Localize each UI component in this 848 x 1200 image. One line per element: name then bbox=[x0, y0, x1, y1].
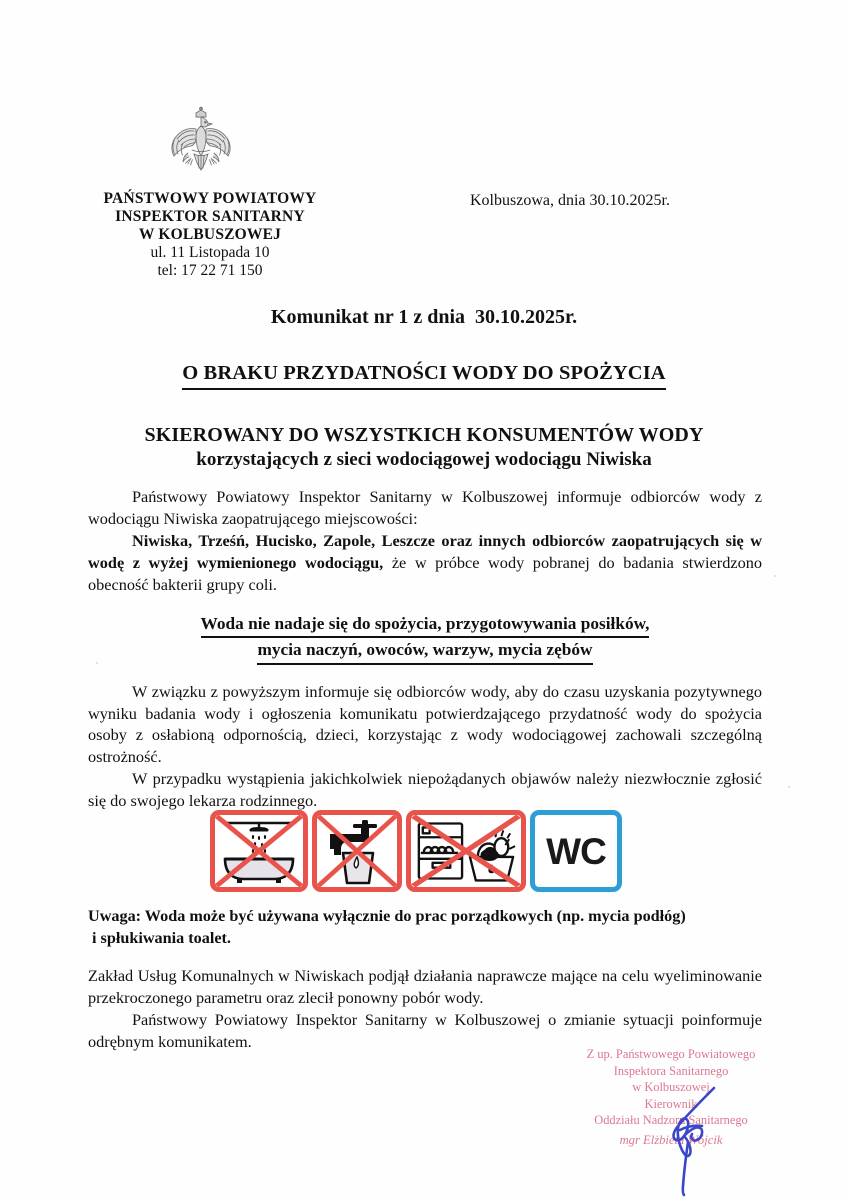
pictogram-toilet-allowed bbox=[530, 810, 622, 892]
notice-uwaga bbox=[88, 905, 762, 949]
scan-speck bbox=[774, 575, 776, 577]
dishwasher-sink-icon bbox=[411, 815, 521, 887]
lower-text bbox=[88, 905, 762, 1053]
stamp-line-2: Inspektora Sanitarnego bbox=[613, 1063, 729, 1078]
paragraph-repairs: Zakład Usług Komunalnych w Niwiskach podjął działania naprawcze mające na celu wyeliminowanie przekroczonego parametru oraz zlecił ponowny pobór wody. bbox=[88, 966, 762, 1007]
body-text bbox=[88, 486, 762, 812]
pictogram-no-drinking bbox=[312, 810, 402, 892]
office-address-block bbox=[60, 190, 360, 280]
title-block bbox=[64, 305, 784, 473]
pictogram-no-bathing bbox=[210, 810, 308, 892]
addressed-title-line-2: korzystających z sieci wodociągowej wodociągu Niwiska bbox=[196, 449, 652, 471]
place-and-date: Kolbuszowa, dnia 30.10.2025r. bbox=[470, 192, 670, 209]
office-phone: tel: 17 22 71 150 bbox=[157, 261, 263, 279]
locality-list: Niwiska, Trześń, Hucisko, Zapole, Leszcze oraz innych odbiorców zaopatrujących się w wodę z wyżej wymienionego wodociągu, bbox=[88, 530, 762, 572]
water-warning-block bbox=[88, 612, 762, 665]
paragraph-localities-suffix: że w próbce wody pobranej do badania stwierdzono obecność bakterii grupy coli. bbox=[88, 552, 762, 594]
paragraph-precautions: W związku z powyższym informuje się odbiorców wody, aby do czasu uzyskania pozytywnego wyniku badania wody i ogłoszenia komunikatu potwierdzającego przydatność wody do spożycia osoby z osłabioną odpornością, dzieci, korzystając z wody wodociągowej zachowali szczególną ostrożność. bbox=[88, 681, 762, 767]
bath-shower-icon bbox=[215, 815, 303, 887]
office-name-line-2: INSPEKTOR SANITARNY bbox=[115, 207, 305, 225]
stamp-line-5: Oddziału Nadzoru Sanitarnego bbox=[594, 1113, 748, 1127]
paragraph-notice bbox=[88, 486, 762, 530]
stamp-signatory-name: mgr Elżbieta Wójcik bbox=[619, 1132, 723, 1147]
paragraph-notice-intro: Państwowy Powiatowy Inspektor Sanitarny w Kolbuszowej informuje odbiorców wody z wodociągu Niwiska zaopatrującego miejscowości: bbox=[88, 487, 762, 528]
paragraph-followup: Państwowy Powiatowy Inspektor Sanitarny w Kolbuszowej o zmianie sytuacji poinformuje odrębnym komunikatem. bbox=[88, 1009, 762, 1051]
tap-glass-icon bbox=[317, 815, 397, 887]
paragraph-localities bbox=[88, 530, 762, 596]
office-street: ul. 11 Listopada 10 bbox=[150, 243, 270, 261]
pictogram-no-dishwashing bbox=[406, 810, 526, 892]
stamp-line-3: w Kolbuszowej bbox=[632, 1080, 710, 1094]
stamp-line-1: Z up. Państwowego Powiatowego bbox=[586, 1047, 756, 1061]
office-name-line-1: PAŃSTWOWY POWIATOWY bbox=[103, 190, 317, 207]
stamp-line-4: Kierownik bbox=[644, 1096, 698, 1111]
notice-line-2: i spłukiwania toalet. bbox=[92, 929, 231, 948]
komunikat-title: Komunikat nr 1 z dnia 30.10.2025r. bbox=[270, 306, 578, 328]
office-name-line-3: W KOLBUSZOWEJ bbox=[138, 225, 282, 243]
scan-speck bbox=[96, 662, 98, 664]
paragraph-symptoms: W przypadku wystąpienia jakichkolwiek niepożądanych objawów należy niezwłocznie zgłosić się do swojego lekarza rodzinnego. bbox=[88, 769, 762, 811]
polish-eagle-emblem-icon bbox=[158, 106, 244, 186]
addressed-title-line-1: SKIEROWANY DO WSZYSTKICH KONSUMENTÓW WODY bbox=[144, 423, 704, 446]
notice-line-1: Uwaga: Woda może być używana wyłącznie do prac porządkowych (np. mycia podłóg) bbox=[88, 907, 686, 925]
wc-label: WC bbox=[546, 830, 606, 872]
subject-title: O BRAKU PRZYDATNOŚCI WODY DO SPOŻYCIA bbox=[182, 361, 665, 390]
warning-line-2: mycia naczyń, owoców, warzyw, mycia zębów bbox=[257, 638, 592, 665]
warning-line-1: Woda nie nadaje się do spożycia, przygotowywania posiłków, bbox=[201, 612, 650, 639]
official-stamp bbox=[546, 1046, 796, 1148]
scan-speck bbox=[788, 786, 790, 788]
letterhead bbox=[0, 104, 848, 294]
pictogram-row bbox=[210, 810, 630, 892]
